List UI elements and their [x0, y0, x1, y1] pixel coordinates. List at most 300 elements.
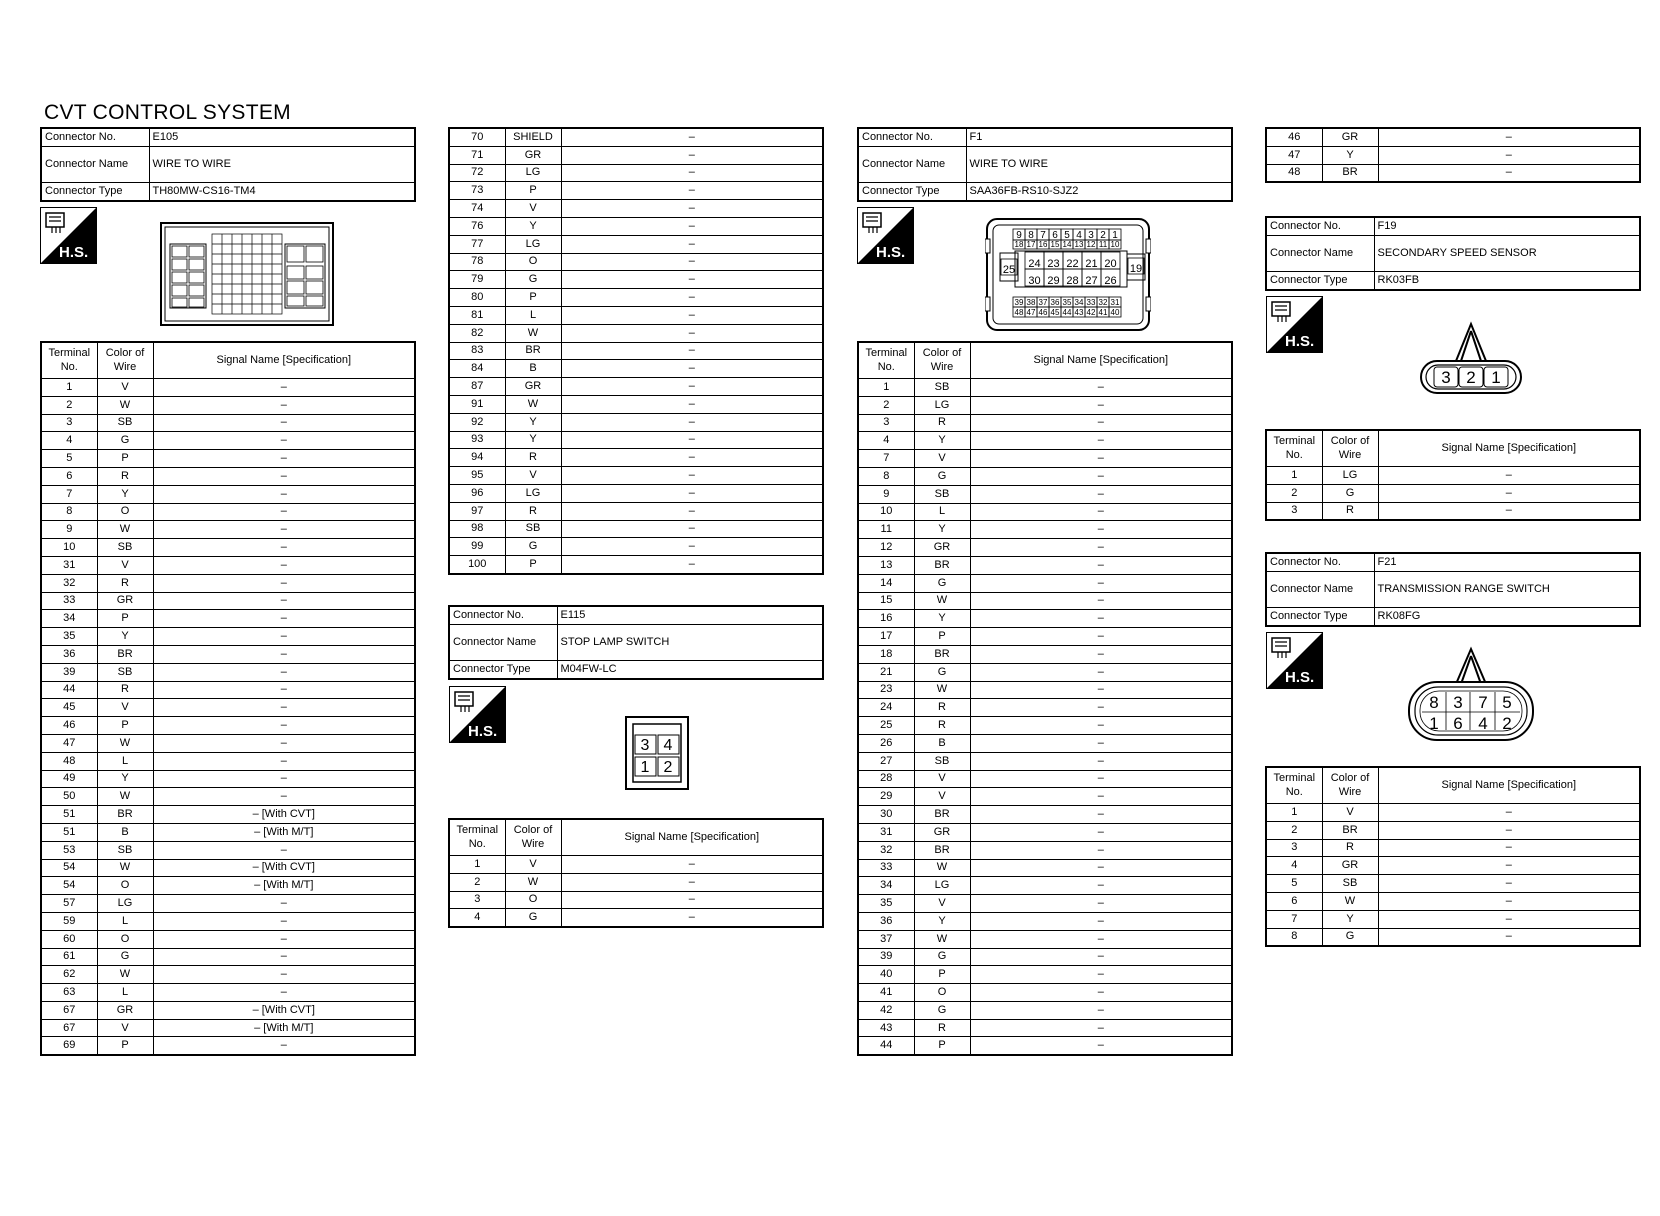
- color-cell: SHIELD: [505, 128, 561, 146]
- connector-name-value: TRANSMISSION RANGE SWITCH: [1374, 572, 1640, 608]
- color-cell: Y: [505, 413, 561, 431]
- terminal-cell: 6: [1266, 892, 1322, 910]
- terminal-cell: 13: [858, 556, 914, 574]
- table-row: [1266, 839, 1640, 857]
- table-row: [41, 770, 415, 788]
- color-cell: W: [914, 930, 970, 948]
- color-cell: LG: [505, 164, 561, 182]
- color-cell: W: [505, 873, 561, 891]
- signal-cell: –: [970, 752, 1232, 770]
- signal-cell: –: [561, 235, 823, 253]
- terminal-cell: 87: [449, 378, 505, 396]
- color-cell: P: [914, 628, 970, 646]
- signal-cell: – [With M/T]: [153, 1019, 415, 1037]
- table-row: [858, 1001, 1232, 1019]
- signal-cell: – [With CVT]: [153, 1001, 415, 1019]
- table-row: [858, 628, 1232, 646]
- table-row: [858, 485, 1232, 503]
- signal-cell: –: [561, 520, 823, 538]
- terminal-cell: 97: [449, 502, 505, 520]
- terminal-cell: 54: [41, 859, 97, 877]
- terminal-cell: 7: [1266, 910, 1322, 928]
- pin-label: 1: [1491, 368, 1501, 387]
- color-cell: G: [914, 948, 970, 966]
- terminal-cell: 2: [1266, 484, 1322, 502]
- terminal-cell: 51: [41, 806, 97, 824]
- color-cell: G: [914, 574, 970, 592]
- terminal-cell: 51: [41, 823, 97, 841]
- signal-cell: –: [561, 856, 823, 874]
- pin-label: 13: [1074, 240, 1084, 249]
- terminal-cell: 9: [41, 521, 97, 539]
- color-cell: Y: [914, 432, 970, 450]
- signal-cell: –: [561, 271, 823, 289]
- signal-cell: –: [970, 984, 1232, 1002]
- pin-label: 5: [1502, 693, 1512, 712]
- table-row: [41, 699, 415, 717]
- table-row: [858, 645, 1232, 663]
- pin-label: 4: [1478, 714, 1488, 733]
- signal-cell: –: [970, 699, 1232, 717]
- table-row: [449, 200, 823, 218]
- signal-cell: –: [153, 841, 415, 859]
- signal-header: Signal Name [Specification]: [1378, 767, 1640, 804]
- color-cell: SB: [97, 539, 153, 557]
- color-cell: Y: [505, 431, 561, 449]
- pin-table: [448, 127, 824, 575]
- pin-label: 10: [1110, 240, 1120, 249]
- signal-cell: –: [970, 574, 1232, 592]
- signal-cell: –: [970, 681, 1232, 699]
- color-cell: GR: [914, 823, 970, 841]
- connector-name-value: WIRE TO WIRE: [966, 147, 1232, 183]
- color-cell: SB: [97, 841, 153, 859]
- color-cell: LG: [914, 877, 970, 895]
- table-row: [858, 930, 1232, 948]
- terminal-cell: 29: [858, 788, 914, 806]
- table-row: [449, 520, 823, 538]
- terminal-cell: 92: [449, 413, 505, 431]
- table-row: [449, 891, 823, 909]
- signal-cell: –: [153, 645, 415, 663]
- color-cell: W: [97, 734, 153, 752]
- table-row: [858, 859, 1232, 877]
- hs-icon: [40, 207, 97, 264]
- signal-cell: –: [970, 912, 1232, 930]
- terminal-cell: 47: [41, 734, 97, 752]
- color-cell: GR: [914, 539, 970, 557]
- connector-no-label: Connector No.: [449, 606, 557, 625]
- color-cell: V: [97, 1019, 153, 1037]
- signal-cell: –: [1378, 839, 1640, 857]
- connector-no-label: Connector No.: [1266, 553, 1374, 572]
- terminal-cell: 82: [449, 324, 505, 342]
- color-cell: G: [505, 271, 561, 289]
- color-cell: G: [914, 467, 970, 485]
- table-row: [1266, 484, 1640, 502]
- signal-cell: –: [153, 485, 415, 503]
- signal-cell: –: [970, 877, 1232, 895]
- f1-pin-table-b: [1265, 127, 1641, 183]
- color-cell: B: [914, 734, 970, 752]
- terminal-cell: 3: [858, 414, 914, 432]
- color-cell: V: [914, 895, 970, 913]
- table-row: [858, 895, 1232, 913]
- table-row: [449, 378, 823, 396]
- signal-cell: –: [970, 770, 1232, 788]
- connector-no-value: E105: [149, 128, 415, 147]
- signal-cell: –: [561, 342, 823, 360]
- terminal-cell: 30: [858, 806, 914, 824]
- table-row: [449, 909, 823, 927]
- color-cell: G: [1322, 484, 1378, 502]
- terminal-cell: 3: [41, 414, 97, 432]
- color-cell: V: [914, 770, 970, 788]
- connector-name-label: Connector Name: [858, 147, 966, 183]
- color-cell: G: [914, 663, 970, 681]
- terminal-cell: 2: [41, 396, 97, 414]
- color-cell: BR: [97, 645, 153, 663]
- terminal-cell: 70: [449, 128, 505, 146]
- pin-label: 42: [1086, 308, 1096, 317]
- signal-cell: –: [970, 396, 1232, 414]
- signal-cell: –: [970, 539, 1232, 557]
- color-cell: W: [505, 324, 561, 342]
- connector-name-value: STOP LAMP SWITCH: [557, 625, 823, 661]
- signal-cell: –: [970, 1019, 1232, 1037]
- terminal-cell: 44: [858, 1037, 914, 1055]
- pin-label: 2: [1100, 230, 1106, 241]
- terminal-no-header: Terminal No.: [1266, 430, 1322, 467]
- connector-type-value: RK08FG: [1374, 608, 1640, 627]
- pin-label: 14: [1062, 240, 1072, 249]
- pin-label: 1: [1112, 230, 1118, 241]
- signal-cell: –: [1378, 892, 1640, 910]
- pin-label: 7: [1478, 693, 1488, 712]
- f21-pin-table: [1265, 766, 1641, 947]
- pin-label: 1: [640, 759, 650, 776]
- signal-cell: –: [1378, 804, 1640, 822]
- e105-connector-diagram: [160, 222, 334, 326]
- signal-cell: –: [561, 289, 823, 307]
- pin-label: 6: [1052, 230, 1058, 241]
- signal-cell: –: [970, 467, 1232, 485]
- terminal-cell: 5: [41, 450, 97, 468]
- signal-cell: –: [153, 1037, 415, 1055]
- pin-label: 40: [1110, 308, 1120, 317]
- table-row: [41, 610, 415, 628]
- table-row: [858, 752, 1232, 770]
- terminal-cell: 7: [41, 485, 97, 503]
- color-cell: G: [97, 432, 153, 450]
- table-row: [449, 484, 823, 502]
- pin-label: 23: [1047, 258, 1060, 270]
- pin-label: 4: [1076, 230, 1082, 241]
- table-row: [449, 856, 823, 874]
- f19-pin-table: [1265, 429, 1641, 521]
- table-row: [41, 681, 415, 699]
- color-cell: L: [97, 984, 153, 1002]
- table-row: [1266, 502, 1640, 520]
- color-cell: SB: [1322, 875, 1378, 893]
- color-cell: L: [505, 306, 561, 324]
- color-cell: SB: [914, 485, 970, 503]
- table-row: [858, 556, 1232, 574]
- color-cell: LG: [505, 484, 561, 502]
- terminal-cell: 2: [858, 396, 914, 414]
- table-row: [41, 1019, 415, 1037]
- pin-label: 34: [1074, 298, 1084, 307]
- terminal-no-header: Terminal No.: [41, 342, 97, 379]
- terminal-cell: 1: [41, 379, 97, 397]
- table-row: [449, 324, 823, 342]
- signal-cell: –: [153, 681, 415, 699]
- signal-cell: –: [970, 859, 1232, 877]
- pin-label: 19: [1129, 263, 1143, 275]
- terminal-cell: 3: [449, 891, 505, 909]
- color-cell: V: [97, 699, 153, 717]
- color-cell: R: [914, 414, 970, 432]
- terminal-cell: 50: [41, 788, 97, 806]
- signal-cell: –: [970, 966, 1232, 984]
- connector-no-label: Connector No.: [858, 128, 966, 147]
- color-cell: P: [505, 289, 561, 307]
- terminal-cell: 42: [858, 1001, 914, 1019]
- terminal-cell: 83: [449, 342, 505, 360]
- signal-cell: –: [561, 395, 823, 413]
- color-cell: R: [914, 1019, 970, 1037]
- connector-no-label: Connector No.: [41, 128, 149, 147]
- table-row: [858, 450, 1232, 468]
- signal-cell: –: [561, 360, 823, 378]
- color-cell: G: [914, 1001, 970, 1019]
- signal-cell: –: [970, 823, 1232, 841]
- terminal-cell: 67: [41, 1019, 97, 1037]
- terminal-cell: 37: [858, 930, 914, 948]
- signal-cell: –: [561, 431, 823, 449]
- color-header: Color of Wire: [97, 342, 153, 379]
- signal-cell: –: [1378, 910, 1640, 928]
- signal-cell: –: [561, 449, 823, 467]
- color-cell: P: [505, 556, 561, 574]
- terminal-cell: 76: [449, 217, 505, 235]
- terminal-cell: 44: [41, 681, 97, 699]
- color-cell: W: [97, 396, 153, 414]
- table-row: [41, 574, 415, 592]
- f21-header-table: [1265, 552, 1641, 627]
- color-cell: R: [914, 717, 970, 735]
- terminal-cell: 54: [41, 877, 97, 895]
- pin-label: 33: [1086, 298, 1096, 307]
- pin-label: 18: [1014, 240, 1024, 249]
- pin-label: 35: [1062, 298, 1072, 307]
- signal-cell: –: [153, 467, 415, 485]
- terminal-cell: 74: [449, 200, 505, 218]
- signal-cell: –: [153, 503, 415, 521]
- table-row: [449, 146, 823, 164]
- terminal-cell: 25: [858, 717, 914, 735]
- color-cell: P: [97, 1037, 153, 1055]
- table-row: [41, 663, 415, 681]
- terminal-cell: 46: [1266, 128, 1322, 146]
- pin-label: 5: [1064, 230, 1070, 241]
- pin-label: 47: [1026, 308, 1036, 317]
- terminal-cell: 1: [1266, 467, 1322, 485]
- e105-pin-table-a: [40, 341, 416, 1056]
- table-row: [41, 450, 415, 468]
- terminal-cell: 3: [1266, 839, 1322, 857]
- terminal-cell: 1: [449, 856, 505, 874]
- table-row: [858, 467, 1232, 485]
- terminal-cell: 63: [41, 984, 97, 1002]
- terminal-cell: 80: [449, 289, 505, 307]
- color-cell: R: [97, 467, 153, 485]
- terminal-cell: 27: [858, 752, 914, 770]
- terminal-cell: 98: [449, 520, 505, 538]
- pin-label: 20: [1104, 258, 1117, 270]
- hs-icon: [857, 207, 914, 264]
- f1-header-table: [857, 127, 1233, 202]
- signal-cell: –: [561, 146, 823, 164]
- table-row: [858, 823, 1232, 841]
- connector-name-label: Connector Name: [1266, 236, 1374, 272]
- signal-cell: –: [153, 521, 415, 539]
- color-cell: GR: [97, 1001, 153, 1019]
- terminal-cell: 61: [41, 948, 97, 966]
- signal-cell: –: [153, 752, 415, 770]
- pin-label: 25: [1002, 264, 1016, 276]
- color-cell: W: [914, 681, 970, 699]
- table-row: [41, 841, 415, 859]
- color-cell: P: [914, 966, 970, 984]
- pin-table: [448, 818, 824, 928]
- table-row: [41, 806, 415, 824]
- table-row: [41, 948, 415, 966]
- signal-header: Signal Name [Specification]: [153, 342, 415, 379]
- color-cell: Y: [914, 912, 970, 930]
- table-row: [41, 752, 415, 770]
- color-cell: V: [914, 788, 970, 806]
- signal-cell: –: [153, 912, 415, 930]
- table-row: [1266, 128, 1640, 146]
- color-cell: B: [97, 823, 153, 841]
- terminal-cell: 2: [1266, 821, 1322, 839]
- table-row: [858, 574, 1232, 592]
- table-row: [858, 699, 1232, 717]
- color-cell: V: [1322, 804, 1378, 822]
- color-cell: Y: [505, 217, 561, 235]
- terminal-cell: 36: [41, 645, 97, 663]
- table-row: [858, 610, 1232, 628]
- pin-label: 2: [663, 759, 673, 776]
- table-row: [41, 521, 415, 539]
- terminal-cell: 39: [858, 948, 914, 966]
- table-row: [41, 930, 415, 948]
- color-cell: V: [97, 556, 153, 574]
- table-row: [858, 717, 1232, 735]
- terminal-cell: 10: [41, 539, 97, 557]
- terminal-cell: 46: [41, 717, 97, 735]
- terminal-cell: 62: [41, 966, 97, 984]
- e115-section: [448, 605, 824, 680]
- color-cell: G: [97, 948, 153, 966]
- pin-table: [1265, 766, 1641, 947]
- terminal-cell: 35: [41, 628, 97, 646]
- signal-cell: –: [153, 628, 415, 646]
- pin-label: 37: [1038, 298, 1048, 307]
- table-row: [449, 360, 823, 378]
- table-row: [449, 556, 823, 574]
- signal-cell: –: [970, 1037, 1232, 1055]
- pin-label: 9: [1016, 230, 1022, 241]
- pin-label: 16: [1038, 240, 1048, 249]
- table-row: [41, 966, 415, 984]
- table-row: [449, 502, 823, 520]
- color-cell: B: [505, 360, 561, 378]
- color-cell: BR: [97, 806, 153, 824]
- signal-cell: –: [561, 413, 823, 431]
- terminal-cell: 48: [41, 752, 97, 770]
- connector-type-label: Connector Type: [858, 183, 966, 202]
- signal-cell: –: [561, 182, 823, 200]
- color-cell: V: [505, 200, 561, 218]
- signal-cell: –: [561, 253, 823, 271]
- signal-cell: –: [970, 717, 1232, 735]
- color-cell: R: [505, 502, 561, 520]
- terminal-cell: 33: [41, 592, 97, 610]
- signal-cell: –: [970, 485, 1232, 503]
- signal-cell: –: [561, 200, 823, 218]
- table-row: [1266, 467, 1640, 485]
- signal-cell: –: [153, 432, 415, 450]
- terminal-cell: 35: [858, 895, 914, 913]
- terminal-cell: 10: [858, 503, 914, 521]
- f1-connector-diagram: [985, 217, 1151, 332]
- color-cell: GR: [505, 146, 561, 164]
- terminal-cell: 2: [449, 873, 505, 891]
- signal-cell: –: [153, 948, 415, 966]
- color-cell: Y: [914, 521, 970, 539]
- terminal-cell: 49: [41, 770, 97, 788]
- svg-text:H.S.: H.S.: [468, 723, 498, 740]
- table-row: [41, 1037, 415, 1055]
- connector-type-label: Connector Type: [41, 183, 149, 202]
- signal-cell: –: [1378, 875, 1640, 893]
- table-row: [858, 841, 1232, 859]
- color-cell: R: [505, 449, 561, 467]
- terminal-cell: 36: [858, 912, 914, 930]
- terminal-cell: 21: [858, 663, 914, 681]
- table-row: [449, 217, 823, 235]
- signal-cell: –: [970, 734, 1232, 752]
- signal-cell: –: [970, 379, 1232, 397]
- table-row: [858, 503, 1232, 521]
- table-row: [41, 539, 415, 557]
- table-row: [449, 538, 823, 556]
- color-header: Color of Wire: [505, 819, 561, 856]
- signal-cell: –: [153, 734, 415, 752]
- signal-cell: –: [153, 539, 415, 557]
- signal-cell: –: [970, 663, 1232, 681]
- color-cell: V: [914, 450, 970, 468]
- table-row: [858, 877, 1232, 895]
- connector-name-label: Connector Name: [41, 147, 149, 183]
- terminal-cell: 8: [858, 467, 914, 485]
- signal-cell: –: [153, 699, 415, 717]
- table-row: [41, 859, 415, 877]
- color-cell: P: [97, 450, 153, 468]
- table-row: [449, 306, 823, 324]
